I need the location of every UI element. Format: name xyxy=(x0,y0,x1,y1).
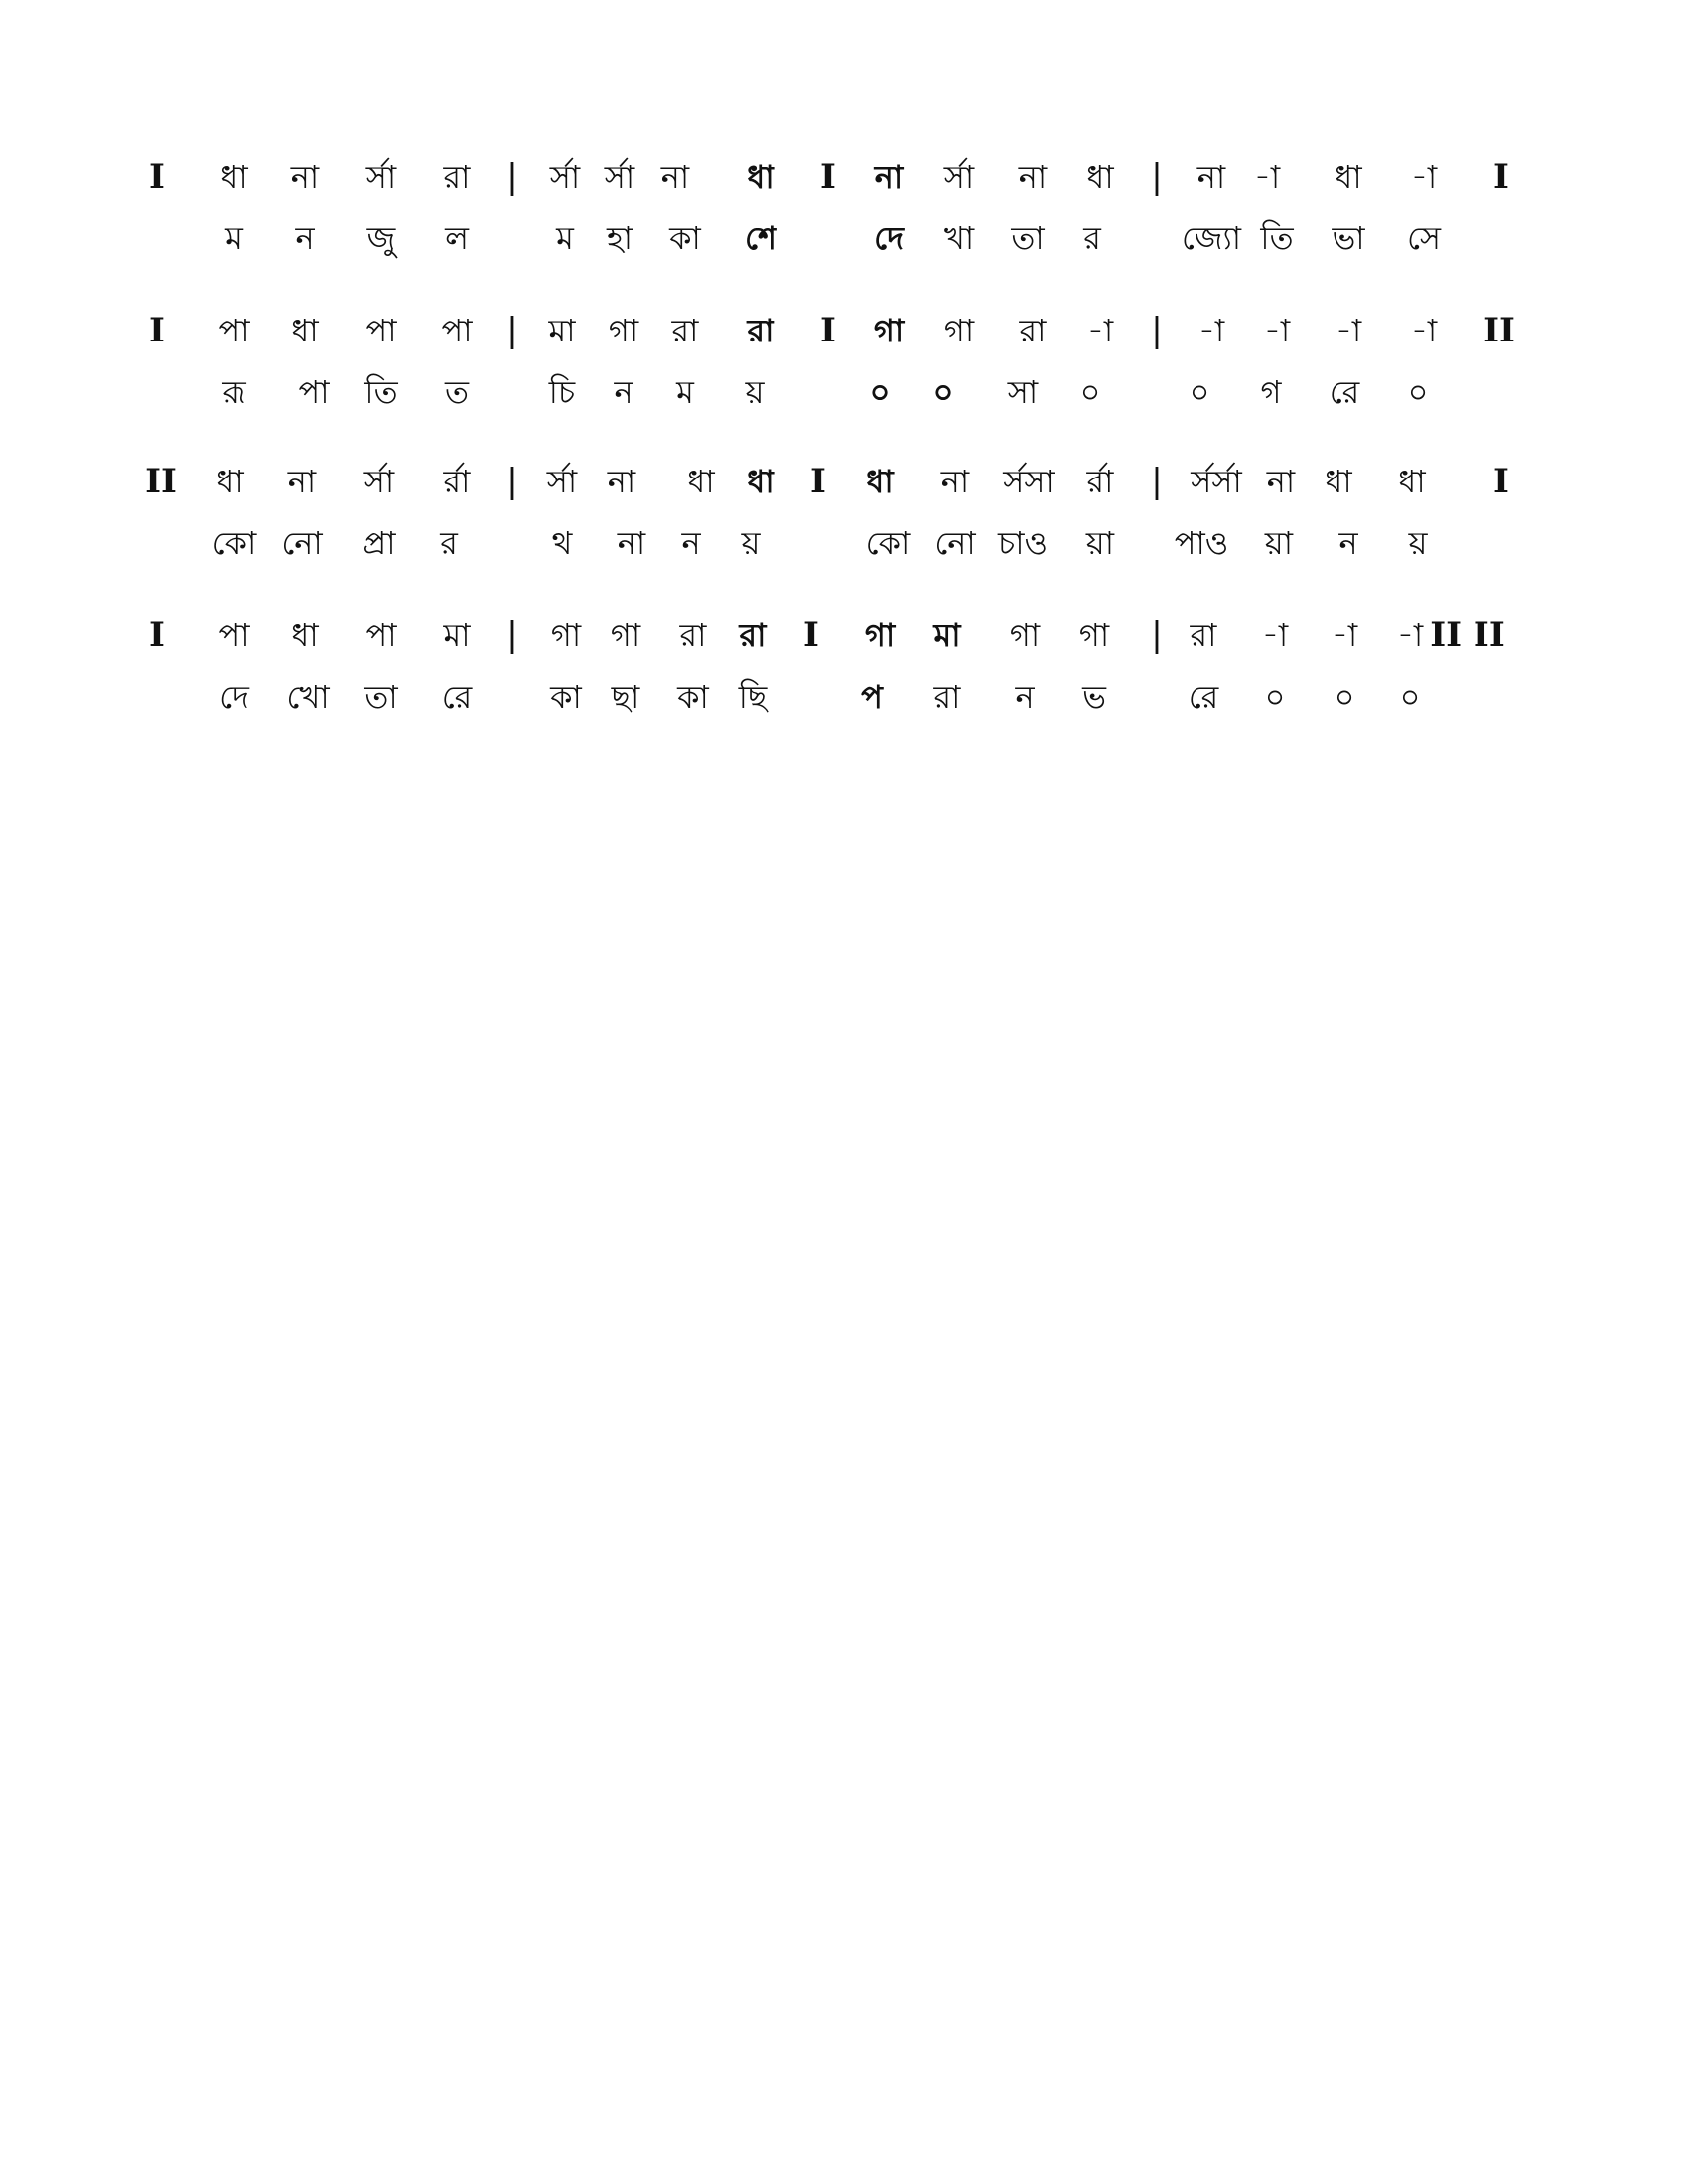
lyric-syllable: রে xyxy=(1329,373,1360,411)
lyric-syllable: ০ xyxy=(869,373,891,411)
note: মা xyxy=(933,616,961,654)
lyric-syllable: কো xyxy=(865,524,911,562)
note: না xyxy=(1018,158,1048,196)
lyric-syllable: রূ xyxy=(222,373,246,411)
beat-divider: | xyxy=(506,157,518,197)
lyric-syllable: জ্যো xyxy=(1181,219,1242,257)
note: না xyxy=(1266,463,1296,500)
note: না xyxy=(1196,158,1226,196)
note: র্সা xyxy=(604,158,635,196)
note: ধা xyxy=(866,463,894,500)
beat-divider: | xyxy=(1151,462,1163,501)
lyric-syllable: য় xyxy=(741,524,761,562)
lyric-syllable: ০ xyxy=(1407,373,1429,411)
lyric-syllable: ০ xyxy=(1189,373,1210,411)
note: পা xyxy=(218,312,250,349)
lyric-syllable: খা xyxy=(943,219,975,257)
note: -া xyxy=(1396,616,1424,654)
note: -া xyxy=(1086,312,1114,349)
end-barline: I xyxy=(1493,462,1509,501)
lyric-syllable: রে xyxy=(1188,678,1219,716)
lyric-syllable: পাও xyxy=(1174,524,1229,562)
lyrics-line-1 xyxy=(0,208,1688,268)
note: রা xyxy=(1019,312,1047,349)
start-barline: II xyxy=(145,462,177,501)
end-barline: II II xyxy=(1430,615,1505,655)
note: না xyxy=(940,463,970,500)
beat-divider: | xyxy=(506,615,518,655)
lyric-syllable: ছি xyxy=(738,678,768,716)
beat-divider: | xyxy=(506,311,518,350)
start-barline: I xyxy=(149,157,165,197)
lyric-syllable: ল xyxy=(445,219,469,257)
note: -া xyxy=(1197,312,1225,349)
end-barline: II xyxy=(1483,311,1515,350)
note: ধা xyxy=(216,463,244,500)
note: পা xyxy=(218,616,250,654)
note: গা xyxy=(1078,616,1110,654)
lyric-syllable: কা xyxy=(669,219,701,257)
note: না xyxy=(290,158,320,196)
lyric-syllable: ০ xyxy=(1264,678,1286,716)
lyric-syllable: চি xyxy=(548,373,576,411)
note: র্রা xyxy=(1086,463,1114,500)
note: ধা xyxy=(291,312,319,349)
lyric-syllable: চাও xyxy=(997,524,1049,562)
note: গা xyxy=(550,616,582,654)
beat-divider: | xyxy=(506,462,518,501)
lyric-syllable: পা xyxy=(298,373,330,411)
lyric-syllable: ভ xyxy=(1082,678,1106,716)
lyric-syllable: দে xyxy=(874,219,904,257)
note: ধা xyxy=(1398,463,1426,500)
lyric-syllable: তি xyxy=(364,373,398,411)
lyric-syllable: তা xyxy=(1011,219,1045,257)
note: ধা xyxy=(747,463,774,500)
notes-line-1 xyxy=(0,147,1688,206)
lyric-syllable: তি xyxy=(1260,219,1294,257)
note: ধা xyxy=(220,158,248,196)
lyric-syllable: ত xyxy=(444,373,470,411)
measure-barline: I xyxy=(820,157,836,197)
lyric-syllable: ছা xyxy=(611,678,640,716)
note: র্রা xyxy=(443,463,471,500)
note: মা xyxy=(548,312,576,349)
beat-divider: | xyxy=(1151,311,1163,350)
note: -া xyxy=(1261,616,1289,654)
note: -া xyxy=(1263,312,1291,349)
lyric-syllable: জু xyxy=(366,219,396,257)
note: গা xyxy=(608,312,639,349)
note: র্সা xyxy=(943,158,975,196)
lyric-syllable: থ xyxy=(551,524,573,562)
note: ধা xyxy=(747,158,774,196)
lyric-syllable: রা xyxy=(933,678,961,716)
measure-barline: I xyxy=(803,615,819,655)
lyric-syllable: প xyxy=(861,678,883,716)
lyric-syllable: শে xyxy=(745,219,776,257)
lyric-syllable: সে xyxy=(1406,219,1442,257)
lyric-syllable: কো xyxy=(211,524,257,562)
note: পা xyxy=(365,616,397,654)
lyric-syllable: ম xyxy=(676,373,694,411)
note: -া xyxy=(1335,312,1362,349)
lyric-syllable: তা xyxy=(364,678,398,716)
note: রা xyxy=(443,158,471,196)
lyric-syllable: সা xyxy=(1007,373,1039,411)
lyric-syllable: প্রা xyxy=(362,524,396,562)
lyric-syllable: নো xyxy=(281,524,323,562)
lyric-syllable: ন xyxy=(1015,678,1035,716)
start-barline: I xyxy=(149,311,165,350)
note: -া xyxy=(1410,312,1438,349)
note: না xyxy=(874,158,904,196)
note: মা xyxy=(443,616,471,654)
note: -া xyxy=(1253,158,1281,196)
note: ধা xyxy=(1335,158,1362,196)
end-barline: I xyxy=(1493,157,1509,197)
note: না xyxy=(660,158,690,196)
notes-line-4 xyxy=(0,606,1688,665)
lyric-syllable: ন xyxy=(614,373,633,411)
lyric-syllable: য় xyxy=(1408,524,1428,562)
note: -া xyxy=(1410,158,1438,196)
lyric-syllable: ন xyxy=(681,524,701,562)
note: র্সা xyxy=(549,158,581,196)
note: ধা xyxy=(291,616,319,654)
note: পা xyxy=(441,312,473,349)
note: পা xyxy=(365,312,397,349)
lyrics-line-4 xyxy=(0,667,1688,727)
lyric-syllable: ০ xyxy=(1334,678,1355,716)
note: র্সা xyxy=(546,463,578,500)
lyric-syllable: হা xyxy=(606,219,633,257)
lyric-syllable: য়া xyxy=(1264,524,1294,562)
lyric-syllable: দে xyxy=(219,678,249,716)
lyric-syllable: গ xyxy=(1260,373,1282,411)
lyric-syllable: খো xyxy=(286,678,330,716)
note: র্সসা xyxy=(1003,463,1055,500)
lyric-syllable: ন xyxy=(295,219,315,257)
lyric-syllable: য় xyxy=(745,373,765,411)
lyric-syllable: রে xyxy=(441,678,473,716)
beat-divider: | xyxy=(1151,615,1163,655)
note: না xyxy=(607,463,636,500)
lyrics-line-2 xyxy=(0,362,1688,422)
note: রা xyxy=(739,616,767,654)
lyric-syllable: ম xyxy=(225,219,243,257)
measure-barline: I xyxy=(820,311,836,350)
lyric-syllable: ০ xyxy=(932,373,954,411)
note: রা xyxy=(679,616,707,654)
note: না xyxy=(287,463,317,500)
lyric-syllable: য়া xyxy=(1085,524,1115,562)
note: গা xyxy=(1009,616,1041,654)
lyric-syllable: কা xyxy=(677,678,709,716)
lyric-syllable: কা xyxy=(550,678,582,716)
lyrics-line-3 xyxy=(0,513,1688,573)
lyric-syllable: র xyxy=(440,524,458,562)
note: রা xyxy=(747,312,774,349)
lyric-syllable: ভা xyxy=(1332,219,1365,257)
note: গা xyxy=(943,312,975,349)
note: র্সা xyxy=(365,158,397,196)
note: র্সর্সা xyxy=(1191,463,1242,500)
lyric-syllable: ০ xyxy=(1399,678,1421,716)
beat-divider: | xyxy=(1151,157,1163,197)
note: ধা xyxy=(1325,463,1352,500)
note: র্সা xyxy=(363,463,395,500)
lyric-syllable: নো xyxy=(934,524,976,562)
note: গা xyxy=(873,312,905,349)
lyric-syllable: না xyxy=(617,524,646,562)
notes-line-2 xyxy=(0,301,1688,360)
notes-line-3 xyxy=(0,452,1688,511)
lyric-syllable: র xyxy=(1083,219,1101,257)
note: ধা xyxy=(687,463,715,500)
measure-barline: I xyxy=(810,462,826,501)
start-barline: I xyxy=(149,615,165,655)
lyric-syllable: ন xyxy=(1338,524,1358,562)
note: ধা xyxy=(1086,158,1114,196)
note: গা xyxy=(864,616,896,654)
lyric-syllable: ০ xyxy=(1079,373,1101,411)
note: -া xyxy=(1331,616,1358,654)
note: রা xyxy=(1190,616,1217,654)
note: রা xyxy=(671,312,699,349)
lyric-syllable: ম xyxy=(556,219,574,257)
note: গা xyxy=(610,616,641,654)
